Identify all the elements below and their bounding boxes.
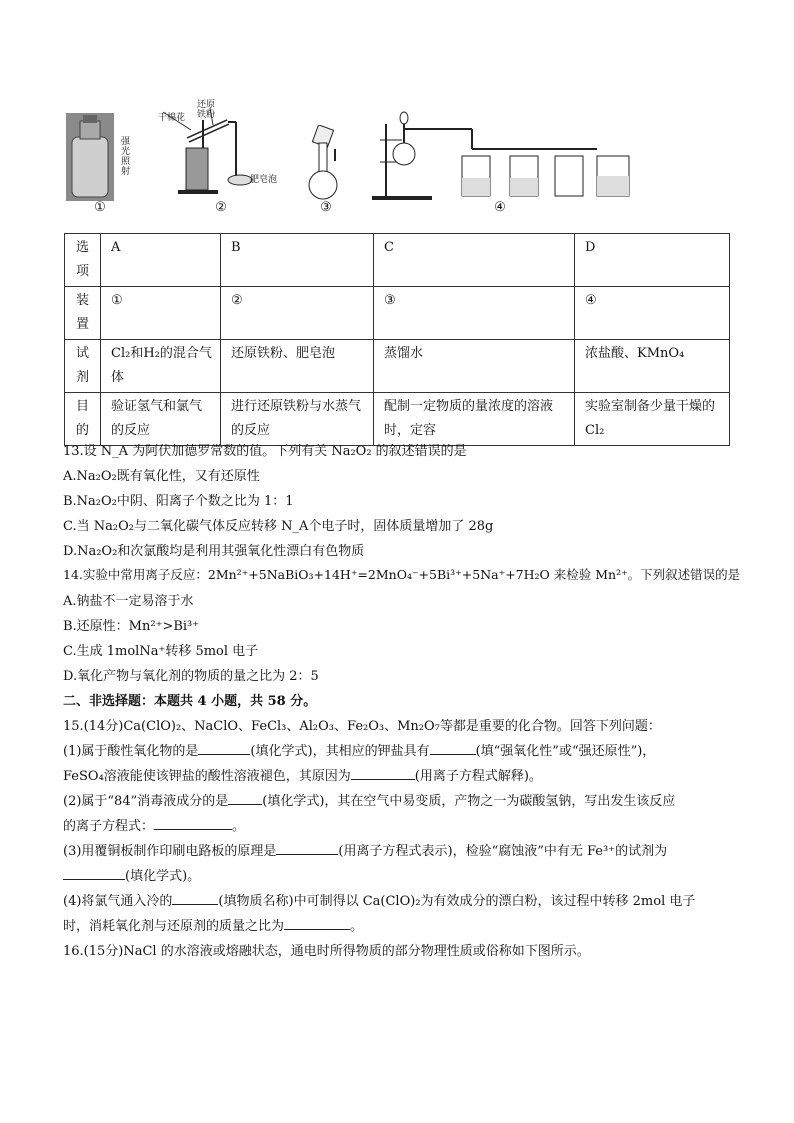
table-row — [65, 287, 730, 340]
q15-p4b: (填物质名称)中可制得以 Ca(ClO)₂为有效成分的漂白粉，该过程中转移 2mol 电子 — [218, 894, 696, 909]
q13-option-a[interactable]: A.Na₂O₂既有氧化性，又有还原性 — [63, 469, 260, 484]
table-cell: C — [374, 234, 575, 287]
fig1-light-text: 强光照射 — [121, 137, 131, 177]
q15-part3-line2 — [63, 865, 200, 884]
q13-option-d[interactable]: D.Na₂O₂和次氯酸均是利用其强氧化性漂白有色物质 — [63, 544, 365, 559]
q13-option-c[interactable]: C.当 Na₂O₂与二氧化碳气体反应转移 N_A个电子时，固体质量增加了 28g — [63, 519, 494, 534]
q15-p3a: (3)用覆铜板制作印刷电路板的原理是 — [63, 844, 277, 859]
answer-blank[interactable] — [172, 892, 218, 905]
q15-part3-line1 — [63, 840, 667, 859]
q14-option-b[interactable]: B.还原性：Mn²⁺>Bi³⁺ — [63, 619, 200, 634]
q15-part4-line1 — [63, 890, 695, 909]
table-cell: ② — [221, 287, 374, 340]
figure-4-chlorine-apparatus — [372, 104, 644, 202]
table-cell: D — [575, 234, 730, 287]
table-cell: Cl₂和H₂的混合气体 — [101, 340, 221, 393]
q15-part2-line1 — [63, 790, 675, 809]
table-cell: A — [101, 234, 221, 287]
table-cell: ① — [101, 287, 221, 340]
fig-label-2: ② — [215, 200, 227, 215]
section-2-heading: 二、非选择题：本题共 4 小题，共 58 分。 — [63, 694, 317, 709]
table-cell: 进行还原铁粉与水蒸气的反应 — [221, 393, 374, 446]
answer-blank[interactable] — [284, 917, 350, 930]
q15-p4a: (4)将氯气通入冷的 — [63, 894, 173, 909]
answer-blank[interactable] — [154, 817, 232, 830]
q15-part2-line2 — [63, 815, 245, 834]
q16-stem: 16.(15分)NaCl 的水溶液或熔融状态，通电时所得物质的部分物理性质或俗称如下图所示。 — [63, 944, 590, 959]
table-cell: ④ — [575, 287, 730, 340]
answer-blank[interactable] — [198, 742, 250, 755]
fig-label-1: ① — [94, 200, 106, 215]
row-head-reagent: 试剂 — [65, 340, 101, 393]
answer-blank[interactable] — [276, 842, 338, 855]
figure-3-volumetric-flask — [305, 125, 355, 203]
q15-p1e: (用离子方程式解释)。 — [414, 769, 542, 784]
q15-p4c: 时，消耗氧化剂与还原剂的质量之比为 — [63, 919, 285, 934]
q15-p1d: FeSO₄溶液能使该钾盐的酸性溶液褪色，其原因为 — [63, 769, 351, 784]
table-cell: 蒸馏水 — [374, 340, 575, 393]
q15-p2b: (填化学式)，其在空气中易变质，产物之一为碳酸氢钠，写出发生该反应 — [262, 794, 676, 809]
table-cell: 浓盐酸、KMnO₄ — [575, 340, 730, 393]
q13-option-b[interactable]: B.Na₂O₂中阴、阳离子个数之比为 1：1 — [63, 494, 294, 509]
q14-stem: 14.实验中常用离子反应：2Mn²⁺+5NaBiO₃+14H⁺=2MnO₄⁻+5Bi³⁺+5Na⁺+7H₂O 来检验 Mn²⁺。下列叙述错误的是 — [63, 567, 741, 582]
row-head-option: 选项 — [65, 234, 101, 287]
answer-blank[interactable] — [63, 867, 125, 880]
q13-stem: 13.设 N_A 为阿伏加德罗常数的值。下列有关 Na₂O₂ 的叙述错误的是 — [63, 444, 467, 459]
fig2-iron-text: 还原铁粉 — [197, 100, 216, 120]
table-cell: B — [221, 234, 374, 287]
figure-1-gas-bottle — [66, 113, 146, 203]
table-row — [65, 393, 730, 446]
q15-p1b: (填化学式)，其相应的钾盐具有 — [250, 744, 430, 759]
q15-p3b: (用离子方程式表示)，检验“腐蚀液”中有无 Fe³⁺的试剂为 — [338, 844, 668, 859]
fig-label-4: ④ — [494, 200, 506, 215]
q15-p2d: 。 — [232, 819, 246, 834]
answer-blank[interactable] — [430, 742, 476, 755]
table-row — [65, 234, 730, 287]
options-table — [64, 233, 730, 446]
row-head-device: 装置 — [65, 287, 101, 340]
q15-p2c: 的离子方程式： — [63, 819, 155, 834]
q15-p2a: (2)属于“84”消毒液成分的是 — [63, 794, 229, 809]
row-head-purpose: 目的 — [65, 393, 101, 446]
q15-stem: 15.(14分)Ca(ClO)₂、NaClO、FeCl₃、Al₂O₃、Fe₂O₃、Mn₂O₇等都是重要的化合物。回答下列问题： — [63, 719, 661, 734]
q15-part1-line2 — [63, 765, 542, 784]
fig2-cotton-text: 干棉花 — [158, 113, 186, 123]
answer-blank[interactable] — [228, 792, 262, 805]
table-row — [65, 340, 730, 393]
table-cell: 配制一定物质的量浓度的溶液时，定容 — [374, 393, 575, 446]
table-cell: 还原铁粉、肥皂泡 — [221, 340, 374, 393]
table-cell: 实验室制备少量干燥的Cl₂ — [575, 393, 730, 446]
q15-p3c: (填化学式)。 — [125, 869, 201, 884]
answer-blank[interactable] — [351, 767, 415, 780]
q14-option-d[interactable]: D.氧化产物与氧化剂的物质的量之比为 2：5 — [63, 669, 319, 684]
table-cell: ③ — [374, 287, 575, 340]
q15-p4d: 。 — [350, 919, 364, 934]
q15-part1-line1 — [63, 740, 655, 759]
q15-part4-line2 — [63, 915, 363, 934]
q14-option-c[interactable]: C.生成 1molNa⁺转移 5mol 电子 — [63, 644, 259, 659]
table-cell: 验证氢气和氯气的反应 — [101, 393, 221, 446]
q14-option-a[interactable]: A.钠盐不一定易溶于水 — [63, 594, 194, 609]
fig-label-3: ③ — [320, 200, 332, 215]
fig2-soap-text: 肥皂泡 — [250, 175, 278, 185]
q15-p1a: (1)属于酸性氧化物的是 — [63, 744, 199, 759]
q15-p1c: (填“强氧化性”或“强还原性”)， — [475, 744, 656, 759]
